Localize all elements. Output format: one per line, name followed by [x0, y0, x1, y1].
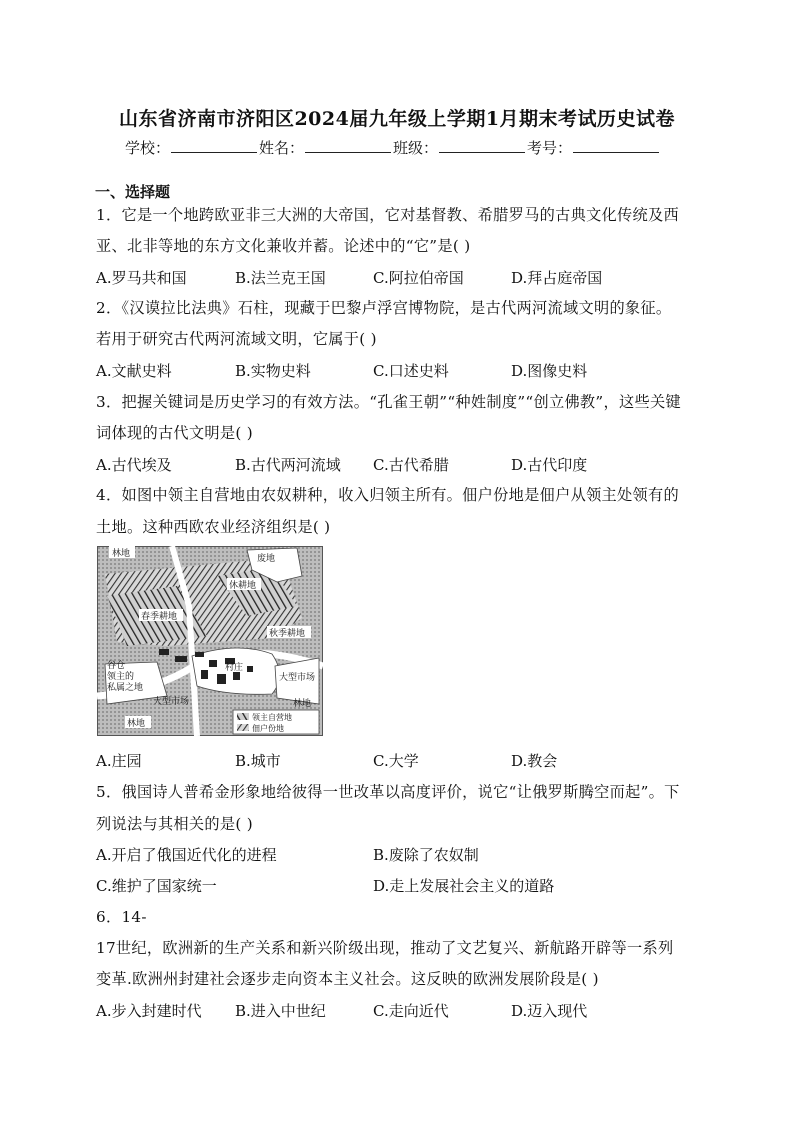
- label-forest-bl: 林地: [127, 718, 146, 728]
- q4-line1: 4．如图中领主自营地由农奴耕种，收入归领主所有。佃户份地是佃户从领主处领有的: [96, 486, 679, 504]
- label-forest-tl: 林地: [112, 548, 131, 558]
- q2-line2: 若用于研究古代两河流域文明，它属于( ): [96, 330, 377, 348]
- q6-line2: 变革.欧洲州封建社会逐步走向资本主义社会。这反映的欧洲发展阶段是( ): [96, 970, 599, 988]
- q3-option-d[interactable]: D.古代印度: [511, 456, 588, 474]
- q4-option-b[interactable]: B.城市: [235, 752, 281, 770]
- label-lord: 领主的: [107, 671, 135, 681]
- section-heading: 一、选择题: [95, 183, 171, 201]
- school-blank[interactable]: [171, 138, 257, 153]
- q5-option-a[interactable]: A.开启了俄国近代化的进程: [96, 846, 277, 864]
- legend-swatch-tenant: [237, 724, 249, 731]
- q1-option-a[interactable]: A.罗马共和国: [96, 269, 187, 287]
- q5-option-b[interactable]: B.废除了农奴制: [373, 846, 479, 864]
- q3-line2: 词体现的古代文明是( ): [96, 424, 253, 442]
- label-market-right: 大型市场: [279, 672, 316, 682]
- label-waste: 废地: [257, 553, 276, 563]
- name-blank[interactable]: [305, 138, 391, 153]
- q5-line1: 5．俄国诗人普希金形象地给彼得一世改革以高度评价，说它“让俄罗斯腾空而起”。下: [96, 783, 680, 801]
- school-label: 学校：: [125, 139, 171, 157]
- q6-option-a[interactable]: A.步入封建时代: [96, 1002, 202, 1020]
- q6-option-d[interactable]: D.迈入现代: [511, 1002, 588, 1020]
- label-village: 村庄: [225, 662, 244, 672]
- number-label: 考号：: [527, 139, 573, 157]
- q1-option-b[interactable]: B.法兰克王国: [235, 269, 326, 287]
- label-spring: 春季耕地: [141, 611, 178, 621]
- label-market-bottom: 大型市场: [153, 696, 190, 706]
- q3-option-c[interactable]: C.古代希腊: [373, 456, 449, 474]
- legend-swatch-lord: [237, 713, 249, 720]
- q3-line1: 3．把握关键词是历史学习的有效方法。“孔雀王朝”“种姓制度”“创立佛教”，这些关键: [96, 393, 681, 411]
- q5-line2: 列说法与其相关的是( ): [96, 815, 253, 833]
- number-blank[interactable]: [573, 138, 659, 153]
- q1-line2: 亚、北非等地的东方文化兼收并蓄。论述中的“它”是( ): [96, 237, 471, 255]
- legend-label-lord: 领主自营地: [252, 713, 292, 722]
- q1-line1: 1．它是一个地跨欧亚非三大洲的大帝国，它对基督教、希腊罗马的古典文化传统及西: [96, 206, 679, 224]
- q2-option-d[interactable]: D.图像史料: [511, 362, 588, 380]
- q4-option-a[interactable]: A.庄园: [96, 752, 142, 770]
- q1-option-c[interactable]: C.阿拉伯帝国: [373, 269, 464, 287]
- q2-line1: 2．《汉谟拉比法典》石柱，现藏于巴黎卢浮宫博物院，是古代两河流域文明的象征。: [96, 299, 672, 317]
- q3-option-a[interactable]: A.古代埃及: [96, 456, 172, 474]
- label-autumn: 秋季耕地: [269, 628, 306, 638]
- class-label: 班级：: [393, 139, 439, 157]
- student-info-row: [125, 137, 661, 158]
- q4-option-c[interactable]: C.大学: [373, 752, 419, 770]
- name-label: 姓名：: [259, 139, 305, 157]
- q4-option-d[interactable]: D.教会: [511, 752, 558, 770]
- exam-title: 山东省济南市济阳区2024届九年级上学期1月期末考试历史试卷: [118, 108, 676, 130]
- manor-map: [97, 546, 323, 736]
- q6-option-c[interactable]: C.走向近代: [373, 1002, 449, 1020]
- q5-option-c[interactable]: C.维护了国家统一: [96, 877, 217, 895]
- q1-option-d[interactable]: D.拜占庭帝国: [511, 269, 603, 287]
- q2-option-a[interactable]: A.文献史料: [96, 362, 172, 380]
- q6-option-b[interactable]: B.进入中世纪: [235, 1002, 326, 1020]
- label-granary: 谷仓: [107, 660, 126, 670]
- class-blank[interactable]: [439, 138, 525, 153]
- label-private: 私属之地: [107, 682, 144, 692]
- q2-option-c[interactable]: C.口述史料: [373, 362, 449, 380]
- label-forest-br: 林地: [293, 698, 312, 708]
- q4-line2: 土地。这种西欧农业经济组织是( ): [96, 518, 331, 536]
- q6-line0: 6．14-: [96, 908, 147, 926]
- legend-label-tenant: 佃户份地: [252, 724, 284, 733]
- label-fallow: 休耕地: [229, 580, 257, 590]
- q2-option-b[interactable]: B.实物史料: [235, 362, 311, 380]
- q6-line1: 17世纪，欧洲新的生产关系和新兴阶级出现，推动了文艺复兴、新航路开辟等一系列: [96, 939, 674, 957]
- q5-option-d[interactable]: D.走上发展社会主义的道路: [373, 877, 555, 895]
- manor-map-figure: [97, 546, 323, 736]
- q3-option-b[interactable]: B.古代两河流域: [235, 456, 341, 474]
